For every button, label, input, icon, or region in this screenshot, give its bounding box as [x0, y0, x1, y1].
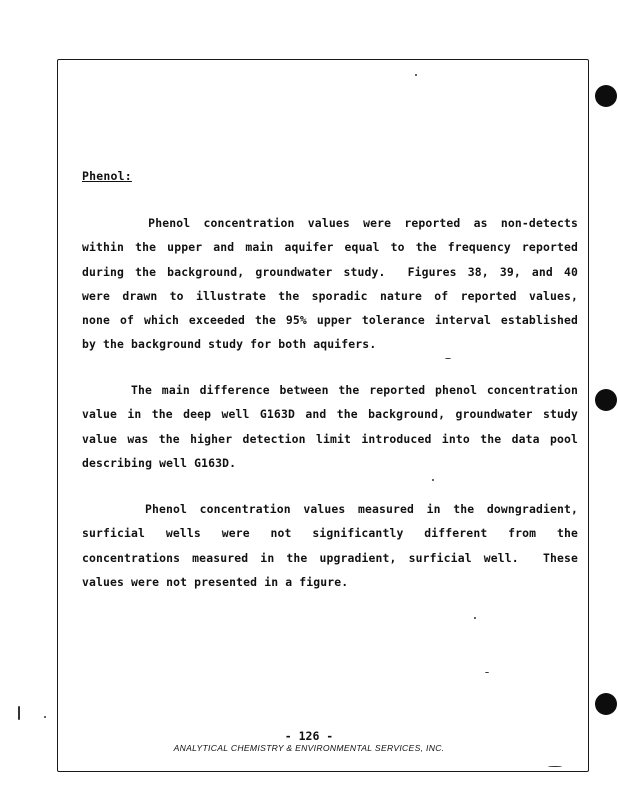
company-footer: ANALYTICAL CHEMISTRY & ENVIRONMENTAL SERVICES, INC. [173, 743, 445, 753]
section-heading: Phenol: [82, 169, 132, 183]
scan-speck [415, 74, 417, 76]
paragraph-line: within the upper and main aquifer equal to the frequency reported [82, 240, 578, 255]
scan-speck [18, 706, 20, 720]
scan-speck [548, 766, 562, 767]
paragraph-line: value in the deep well G163D and the background, groundwater study [82, 407, 578, 422]
scan-speck [44, 716, 46, 718]
paragraph-line: during the background, groundwater study. Figures 38, 39, and 40 [82, 264, 578, 279]
paragraph-line: The main difference between the reported phenol concentration [82, 383, 578, 397]
scan-speck [445, 358, 451, 359]
paragraph-line: concentrations measured in the upgradient, surficial well. These [82, 550, 578, 565]
paragraph-line: were drawn to illustrate the sporadic nature of reported values, [82, 288, 578, 303]
paragraph-line: value was the higher detection limit introduced into the data pool [82, 431, 578, 446]
scan-speck [485, 672, 489, 673]
scan-speck [474, 617, 476, 619]
binder-hole-bottom [595, 693, 617, 715]
paragraph-1 [82, 211, 578, 357]
paragraph-3 [82, 497, 578, 594]
paragraph-line: values were not presented in a figure. [82, 574, 349, 589]
binder-hole-middle [595, 389, 617, 411]
page-number: - 126 - [284, 729, 334, 743]
scan-speck [432, 479, 434, 481]
paragraph-line: describing well G163D. [82, 455, 237, 470]
paragraph-2 [82, 378, 578, 475]
paragraph-line: Phenol concentration values measured in the downgradient, [82, 502, 578, 516]
paragraph-line: surficial wells were not significantly different from the [82, 526, 578, 541]
binder-hole-top [595, 85, 617, 107]
paragraph-line: Phenol concentration values were reported as non-detects [82, 216, 578, 230]
paragraph-line: by the background study for both aquifers. [82, 337, 377, 352]
paragraph-line: none of which exceeded the 95% upper tolerance interval established [82, 313, 578, 328]
